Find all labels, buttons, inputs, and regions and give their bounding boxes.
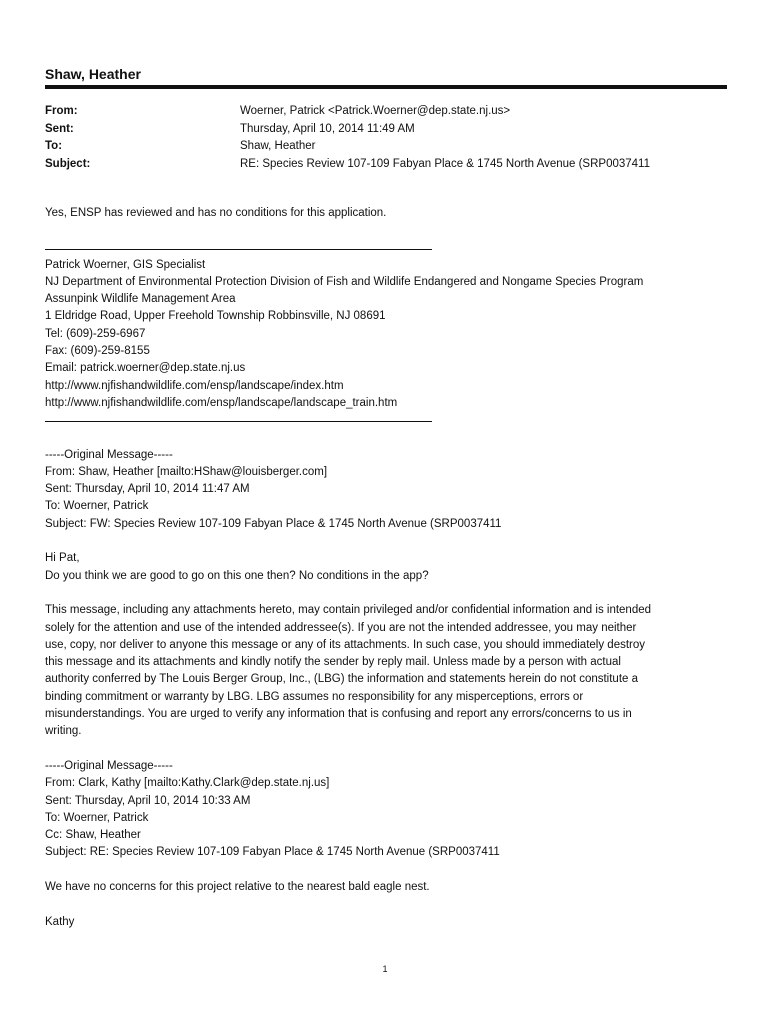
disclaimer-line: writing. <box>45 725 82 738</box>
original2-cc: Cc: Shaw, Heather <box>45 829 141 842</box>
email-body <box>45 205 725 931</box>
signature-tel: Tel: (609)-259-6967 <box>45 327 146 340</box>
signature-org: NJ Department of Environmental Protection Division of Fish and Wildlife Endangered and Nongame Species Program <box>45 275 644 288</box>
original1-greeting: Hi Pat, <box>45 552 80 565</box>
disclaimer-line: authority conferred by The Louis Berger Group, Inc., (LBG) the information and statements herein do not constitute a <box>45 673 639 686</box>
disclaimer-line: This message, including any attachments hereto, may contain privileged and/or confidential information and is intended <box>45 604 652 617</box>
original1-sent: Sent: Thursday, April 10, 2014 11:47 AM <box>45 483 250 496</box>
header-from-row <box>45 103 745 121</box>
to-value: Shaw, Heather <box>240 140 316 152</box>
sent-label: Sent: <box>45 122 74 135</box>
original2-subject: Subject: RE: Species Review 107-109 Fabyan Place & 1745 North Avenue (SRP0037411 <box>45 846 500 859</box>
original2-signoff: Kathy <box>45 915 75 928</box>
disclaimer-line: solely for the attention and use of the intended addressee(s). If you are not the intended addressee, you may neither <box>45 621 637 634</box>
link-landscape-train[interactable]: http://www.njfishandwildlife.com/ensp/landscape/landscape_train.htm <box>45 396 398 409</box>
page-title: Shaw, Heather <box>45 66 141 82</box>
signature-divider-top <box>45 249 432 250</box>
link-index[interactable]: http://www.njfishandwildlife.com/ensp/landscape/index.htm <box>45 379 344 392</box>
signature-link-train[interactable] <box>45 395 725 412</box>
to-label: To: <box>45 140 63 152</box>
original-message-marker-1: -----Original Message----- <box>45 448 173 461</box>
original-message-marker-2: -----Original Message----- <box>45 759 173 772</box>
signature-address: 1 Eldridge Road, Upper Freehold Township Robbinsville, NJ 08691 <box>45 310 386 323</box>
signature-fax: Fax: (609)-259-8155 <box>45 345 150 358</box>
original1-question: Do you think we are good to go on this one then? No conditions in the app? <box>45 569 429 582</box>
header-subject-row <box>45 156 745 174</box>
signature-link-index[interactable] <box>45 378 725 395</box>
original2-message: We have no concerns for this project relative to the nearest bald eagle nest. <box>45 880 430 893</box>
email-header <box>45 103 745 173</box>
header-sent-row <box>45 121 745 139</box>
signature-email: Email: patrick.woerner@dep.state.nj.us <box>45 362 246 375</box>
disclaimer-line: binding commitment or warranty by LBG. LBG assumes no responsibility for any misperceptions, errors or <box>45 690 584 703</box>
original2-sent: Sent: Thursday, April 10, 2014 10:33 AM <box>45 794 251 807</box>
original1-subject: Subject: FW: Species Review 107-109 Fabyan Place & 1745 North Avenue (SRP0037411 <box>45 517 502 530</box>
original1-to: To: Woerner, Patrick <box>45 500 149 513</box>
original2-from: From: Clark, Kathy [mailto:Kathy.Clark@dep.state.nj.us] <box>45 777 330 790</box>
signature-area: Assunpink Wildlife Management Area <box>45 293 236 306</box>
disclaimer-line: this message and its attachments and kindly notify the sender by reply mail. Unless made by a person with actual <box>45 656 621 669</box>
subject-label: Subject: <box>45 157 91 170</box>
from-value: Woerner, Patrick <Patrick.Woerner@dep.state.nj.us> <box>240 105 511 117</box>
signature-divider-bottom <box>45 421 432 422</box>
disclaimer-line: misunderstandings. You are urged to verify any information that is confusing and report any errors/concerns to us in <box>45 708 632 721</box>
title-divider <box>45 85 727 89</box>
disclaimer-line: use, copy, nor deliver to anyone this message or any of its attachments. In such case, you should immediately destroy <box>45 638 646 651</box>
page-number: 1 <box>382 964 388 974</box>
reply-text: Yes, ENSP has reviewed and has no conditions for this application. <box>45 207 387 219</box>
original1-from: From: Shaw, Heather [mailto:HShaw@louisberger.com] <box>45 465 328 478</box>
signature-name: Patrick Woerner, GIS Specialist <box>45 258 206 271</box>
from-label: From: <box>45 105 78 117</box>
header-to-row <box>45 138 745 156</box>
original2-to: To: Woerner, Patrick <box>45 811 149 824</box>
subject-value: RE: Species Review 107-109 Fabyan Place & 1745 North Avenue (SRP0037411 <box>240 157 650 170</box>
sent-value: Thursday, April 10, 2014 11:49 AM <box>240 122 415 135</box>
